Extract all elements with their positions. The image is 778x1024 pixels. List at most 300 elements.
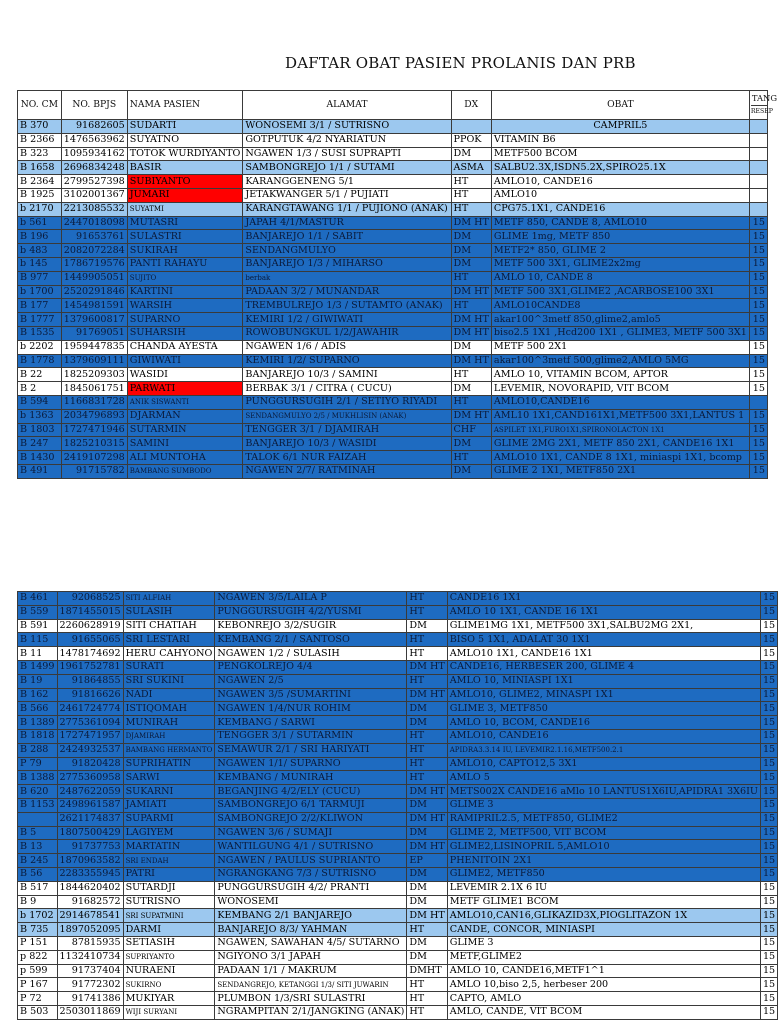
cell-no-bpjs: 1449905051 (61, 271, 127, 285)
cell-nama: SUDARTI (127, 120, 243, 134)
cell-obat: CAPTO, AMLO (447, 992, 760, 1006)
table-row (18, 244, 768, 258)
cell-tanggal (749, 175, 767, 189)
cell-nama: SUYATMI (127, 202, 243, 216)
cell-tanggal: 15 (760, 867, 777, 881)
cell-obat: GLIME 3 (447, 936, 760, 950)
cell-no-bpjs: 2419107298 (61, 451, 127, 465)
cell-obat: GLIME 3 (447, 798, 760, 812)
cell-no-cm: B 196 (18, 230, 62, 244)
cell-alamat: TENGGER 3/1 / SUTARMIN (215, 729, 407, 743)
cell-dx: HT (407, 729, 447, 743)
table-row (18, 743, 778, 757)
cell-alamat: NGAWEN 2/5 (215, 674, 407, 688)
cell-obat: AMLO10 (491, 188, 749, 202)
cell-obat: akar100^3metf 850,glime2,amlo5 (491, 313, 749, 327)
cell-alamat: TENGGER 3/1 / DJAMIRAH (243, 423, 451, 437)
table-2-body (18, 592, 778, 1020)
cell-dx: DM (451, 257, 491, 271)
cell-alamat: NGAWEN 3/6 / SUMAJI (215, 826, 407, 840)
cell-no-bpjs: 2621174837 (57, 812, 123, 826)
cell-nama: SUPRIHATIN (123, 757, 215, 771)
table-row (18, 423, 768, 437)
cell-alamat: KEMBANG 2/1 / SANTOSO (215, 633, 407, 647)
cell-tanggal: 15 (749, 409, 767, 423)
table-row (18, 798, 778, 812)
cell-tanggal: 15 (760, 743, 777, 757)
cell-no-cm: p 822 (18, 950, 58, 964)
table-row (18, 257, 768, 271)
cell-tanggal (749, 202, 767, 216)
cell-tanggal: 15 (749, 244, 767, 258)
patient-table-1 (17, 90, 778, 479)
header-nama: NAMA PASIEN (127, 91, 243, 120)
cell-obat: AMLO 10 1X1, CANDE 16 1X1 (447, 605, 760, 619)
cell-no-bpjs: 91653761 (61, 230, 127, 244)
cell-no-bpjs: 2260628919 (57, 619, 123, 633)
cell-tanggal: 15 (760, 854, 777, 868)
cell-tanggal (749, 147, 767, 161)
table-row (18, 409, 768, 423)
cell-dx: DM (407, 950, 447, 964)
cell-no-cm: B 559 (18, 605, 58, 619)
header-tanggal-label: TANG (751, 93, 778, 103)
cell-obat: CAMPRIL5 (491, 120, 749, 134)
cell-no-bpjs: 91772302 (57, 978, 123, 992)
cell-obat: METF 850, CANDE 8, AMLO10 (491, 216, 749, 230)
cell-tanggal (749, 120, 767, 134)
cell-no-cm: B 1388 (18, 771, 58, 785)
header-no-cm: NO. CM (18, 91, 62, 120)
cell-no-bpjs: 2487622059 (57, 785, 123, 799)
cell-dx: DM HT (407, 909, 447, 923)
cell-nama: HERU CAHYONO (123, 647, 215, 661)
cell-dx: DM (451, 230, 491, 244)
cell-no-bpjs: 2283355945 (57, 867, 123, 881)
cell-obat: CPG75.1X1, CANDE16 (491, 202, 749, 216)
cell-no-bpjs: 2799527398 (61, 175, 127, 189)
cell-dx: DM (451, 382, 491, 396)
cell-nama: SUPARNO (127, 313, 243, 327)
cell-alamat: berbak (243, 271, 451, 285)
cell-no-bpjs: 1961752781 (57, 660, 123, 674)
cell-nama: BASIR (127, 161, 243, 175)
cell-dx: DM (451, 340, 491, 354)
cell-tanggal: 15 (760, 688, 777, 702)
cell-dx: DM (407, 895, 447, 909)
cell-alamat: KEMBANG / MUNIRAH (215, 771, 407, 785)
table-row (18, 895, 778, 909)
cell-nama: ISTIQOMAH (123, 702, 215, 716)
table-row (18, 647, 778, 661)
cell-alamat: BEGANJING 4/2/ELY (CUCU) (215, 785, 407, 799)
cell-obat: CANDE16, HERBESER 200, GLIME 4 (447, 660, 760, 674)
table-row (18, 605, 778, 619)
cell-obat: GLIME2,LISINOPRIL 5,AMLO10 (447, 840, 760, 854)
cell-alamat: BANJAREJO 8/3/ YAHMAN (215, 923, 407, 937)
table-row (18, 716, 778, 730)
cell-no-cm: B 1818 (18, 729, 58, 743)
cell-obat: GLIME 2, METF500, VIT BCOM (447, 826, 760, 840)
cell-nama: DARMI (123, 923, 215, 937)
cell-dx: HT (407, 674, 447, 688)
cell-dx: HT (451, 368, 491, 382)
cell-dx: ASMA (451, 161, 491, 175)
cell-tanggal: 15 (760, 647, 777, 661)
cell-nama: JUMARI (127, 188, 243, 202)
cell-no-cm: B 1430 (18, 451, 62, 465)
cell-alamat: SAMBONGREJO 2/2/KLIWON (215, 812, 407, 826)
cell-nama: SUHARSIH (127, 326, 243, 340)
cell-nama: NADI (123, 688, 215, 702)
table-row (18, 702, 778, 716)
cell-tanggal: 15 (749, 451, 767, 465)
cell-no-cm: B 1389 (18, 716, 58, 730)
cell-alamat: BANJAREJO 10/3 / SAMINI (243, 368, 451, 382)
cell-nama: JAMIATI (123, 798, 215, 812)
table-row (18, 464, 768, 478)
table-header-row (18, 91, 768, 120)
cell-alamat: NGAWEN / PAULUS SUPRIANTO (215, 854, 407, 868)
cell-nama: ALI MUNTOHA (127, 451, 243, 465)
cell-no-bpjs: 2424932537 (57, 743, 123, 757)
table-row (18, 202, 768, 216)
cell-obat: VITAMIN B6 (491, 133, 749, 147)
table-row (18, 1005, 778, 1019)
cell-tanggal: 15 (760, 826, 777, 840)
cell-no-cm: B 22 (18, 368, 62, 382)
cell-no-cm: B 620 (18, 785, 58, 799)
cell-nama: WARSIH (127, 299, 243, 313)
cell-obat: AMLO 10, BCOM, CANDE16 (447, 716, 760, 730)
cell-alamat: NGRAMPITAN 2/1/JANGKING (ANAK) (215, 1005, 407, 1019)
cell-tanggal: 15 (760, 798, 777, 812)
cell-dx: DM (407, 936, 447, 950)
cell-obat: APIDRA3.3.14 IU, LEVEMIR2.1.16,METF500.2.1 (447, 743, 760, 757)
cell-dx: DM HT (451, 216, 491, 230)
cell-no-cm: B 247 (18, 437, 62, 451)
cell-nama: SUTRISNO (123, 895, 215, 909)
cell-obat: RAMIPRIL2.5, METF850, GLIME2 (447, 812, 760, 826)
table-row (18, 881, 778, 895)
cell-no-cm: B 2 (18, 382, 62, 396)
cell-dx: DM HT (407, 840, 447, 854)
cell-dx: DM (451, 244, 491, 258)
cell-dx: DM HT (451, 326, 491, 340)
cell-tanggal: 15 (760, 840, 777, 854)
cell-alamat: NGAWEN 1/3 / SUSI SUPRAPTI (243, 147, 451, 161)
cell-alamat: GOTPUTUK 4/2 NYARIATUN (243, 133, 451, 147)
cell-no-bpjs: 91737753 (57, 840, 123, 854)
cell-no-bpjs: 1825209303 (61, 368, 127, 382)
cell-no-cm: B 594 (18, 395, 62, 409)
cell-alamat: KEMIRI 1/2/ SUPARNO (243, 354, 451, 368)
cell-obat: METF 500 2X1 (491, 340, 749, 354)
cell-obat: AMLO, CANDE, VIT BCOM (447, 1005, 760, 1019)
table-row (18, 592, 778, 606)
cell-nama: BAMBANG SUMBODO (127, 464, 243, 478)
cell-no-bpjs: 92068525 (57, 592, 123, 606)
cell-dx: HT (407, 771, 447, 785)
table-row (18, 812, 778, 826)
cell-dx: HT (451, 175, 491, 189)
cell-tanggal: 15 (749, 437, 767, 451)
cell-no-bpjs: 91769051 (61, 326, 127, 340)
table-row (18, 299, 768, 313)
cell-nama: SUKIRAH (127, 244, 243, 258)
cell-nama: SETIASIH (123, 936, 215, 950)
cell-no-cm: B 19 (18, 674, 58, 688)
cell-no-cm: b 1363 (18, 409, 62, 423)
table-row (18, 313, 768, 327)
cell-alamat: PUNGGURSUGIH 4/2/YUSMI (215, 605, 407, 619)
cell-alamat: NGAWEN 1/2 / SULASIH (215, 647, 407, 661)
cell-tanggal: 15 (749, 354, 767, 368)
cell-dx: DM HT (407, 785, 447, 799)
cell-dx: HT (407, 743, 447, 757)
cell-alamat: NGAWEN 1/6 / ADIS (243, 340, 451, 354)
cell-dx: HT (407, 633, 447, 647)
cell-alamat: PLUMBON 1/3/SRI SULASTRI (215, 992, 407, 1006)
cell-tanggal: 15 (760, 785, 777, 799)
cell-no-cm: B 1535 (18, 326, 62, 340)
cell-tanggal: 15 (760, 881, 777, 895)
cell-alamat: PUNGGURSUGIH 2/1 / SETIYO RIYADI (243, 395, 451, 409)
cell-no-bpjs: 1379609111 (61, 354, 127, 368)
cell-no-cm: B 11 (18, 647, 58, 661)
cell-tanggal: 15 (749, 299, 767, 313)
cell-alamat: BANJAREJO 10/3 / WASIDI (243, 437, 451, 451)
cell-obat: AMLO 10, CANDE16,METF1^1 (447, 964, 760, 978)
cell-no-bpjs: 2520291846 (61, 285, 127, 299)
cell-tanggal: 15 (749, 271, 767, 285)
cell-alamat: PADAAN 1/1 / MAKRUM (215, 964, 407, 978)
cell-alamat: NGAWEN, SAWAHAN 4/5/ SUTARNO (215, 936, 407, 950)
cell-tanggal: 15 (760, 909, 777, 923)
table-row (18, 923, 778, 937)
table-row (18, 909, 778, 923)
cell-no-bpjs: 2498961587 (57, 798, 123, 812)
cell-alamat: KEMBANG / SARWI (215, 716, 407, 730)
cell-obat: AMLO 10, MINIASPI 1X1 (447, 674, 760, 688)
cell-tanggal: 15 (749, 382, 767, 396)
cell-dx: DM HT (451, 354, 491, 368)
cell-no-cm: B 566 (18, 702, 58, 716)
cell-nama: MUTASRI (127, 216, 243, 230)
cell-no-cm: B 491 (18, 464, 62, 478)
cell-tanggal: 15 (760, 633, 777, 647)
cell-no-bpjs: 1870963582 (57, 854, 123, 868)
cell-obat: PHENITOIN 2X1 (447, 854, 760, 868)
cell-no-cm: B 517 (18, 881, 58, 895)
cell-tanggal: 15 (760, 757, 777, 771)
cell-no-bpjs: 91737404 (57, 964, 123, 978)
cell-no-cm: b 483 (18, 244, 62, 258)
cell-obat: GLIME 2MG 2X1, METF 850 2X1, CANDE16 1X1 (491, 437, 749, 451)
cell-dx: HT (407, 923, 447, 937)
table-row (18, 619, 778, 633)
cell-alamat: KEMBANG 2/1 BANJAREJO (215, 909, 407, 923)
cell-no-bpjs: 1871455015 (57, 605, 123, 619)
cell-nama: SUKARNI (123, 785, 215, 799)
cell-obat: GLIME 3, METF850 (447, 702, 760, 716)
cell-nama: KARTINI (127, 285, 243, 299)
cell-dx: DM (407, 826, 447, 840)
cell-nama: PATRI (123, 867, 215, 881)
cell-alamat: SENDANGMULYO (243, 244, 451, 258)
cell-tanggal: 15 (749, 313, 767, 327)
cell-no-bpjs: 1095934162 (61, 147, 127, 161)
cell-no-cm: b 2202 (18, 340, 62, 354)
cell-alamat: NGAWEN 1/1/ SUPARNO (215, 757, 407, 771)
cell-alamat: NGAWEN 3/5 /SUMARTINI (215, 688, 407, 702)
cell-no-bpjs: 2696834248 (61, 161, 127, 175)
cell-obat: GLIME1MG 1X1, METF500 3X1,SALBU2MG 2X1, (447, 619, 760, 633)
cell-no-cm: b 1700 (18, 285, 62, 299)
cell-tanggal: 15 (760, 674, 777, 688)
cell-no-cm: B 1153 (18, 798, 58, 812)
table-row (18, 840, 778, 854)
cell-alamat: SENDANGMULYO 2/5 / MUKHLISIN (ANAK) (243, 409, 451, 423)
cell-dx: HT (407, 1005, 447, 1019)
cell-obat: ASPILET 1X1,FURO1X1,SPIRONOLACTON 1X1 (491, 423, 749, 437)
cell-obat: LEVEMIR, NOVORAPID, VIT BCOM (491, 382, 749, 396)
cell-no-cm: B 177 (18, 299, 62, 313)
cell-obat: akar100^3metf 500,glime2,AMLO 5MG (491, 354, 749, 368)
cell-dx: DM HT (407, 812, 447, 826)
cell-tanggal: 15 (760, 1005, 777, 1019)
cell-dx: DM (407, 867, 447, 881)
cell-tanggal: 15 (760, 771, 777, 785)
cell-no-cm: B 503 (18, 1005, 58, 1019)
cell-dx: HT (407, 605, 447, 619)
cell-tanggal: 15 (749, 423, 767, 437)
cell-nama: SRI ENDAH (123, 854, 215, 868)
cell-dx: PPOK (451, 133, 491, 147)
cell-no-cm: b 1702 (18, 909, 58, 923)
cell-no-bpjs: 2082072284 (61, 244, 127, 258)
cell-tanggal: 15 (760, 978, 777, 992)
cell-no-bpjs: 1897052095 (57, 923, 123, 937)
cell-obat: AMLO10, GLIME2, MINASPI 1X1 (447, 688, 760, 702)
cell-alamat: JETAKWANGER 5/1 / PUJIATI (243, 188, 451, 202)
cell-obat: METF500 BCOM (491, 147, 749, 161)
cell-tanggal: 15 (760, 950, 777, 964)
cell-alamat: NGRANGKANG 7/3 / SUTRISNO (215, 867, 407, 881)
table-row (18, 688, 778, 702)
cell-alamat: TALOK 6/1 NUR FAIZAH (243, 451, 451, 465)
cell-tanggal: 15 (760, 812, 777, 826)
cell-alamat: TREMBULREJO 1/3 / SUTAMTO (ANAK) (243, 299, 451, 313)
cell-nama: SRI SUKINI (123, 674, 215, 688)
cell-alamat: KEMIRI 1/2 / GIWIWATI (243, 313, 451, 327)
cell-nama: BAMBANG HERMANTO (123, 743, 215, 757)
cell-tanggal: 15 (749, 464, 767, 478)
cell-no-bpjs: 1807500429 (57, 826, 123, 840)
cell-no-bpjs: 1132410734 (57, 950, 123, 964)
cell-no-cm: B 13 (18, 840, 58, 854)
cell-tanggal: 15 (760, 592, 777, 606)
cell-alamat: NGAWEN 2/7/ RATMINAH (243, 464, 451, 478)
header-dx: DX (451, 91, 491, 120)
cell-nama: SRI LESTARI (123, 633, 215, 647)
cell-dx: CHF (451, 423, 491, 437)
table-row (18, 633, 778, 647)
cell-no-cm: B 1803 (18, 423, 62, 437)
cell-nama: DJARMAN (127, 409, 243, 423)
cell-no-bpjs: 1845061751 (61, 382, 127, 396)
cell-nama: MUKIYAR (123, 992, 215, 1006)
cell-no-cm: B 245 (18, 854, 58, 868)
cell-no-cm: B 1925 (18, 188, 62, 202)
cell-no-bpjs: 87815935 (57, 936, 123, 950)
table-row (18, 395, 768, 409)
cell-no-bpjs: 1959447835 (61, 340, 127, 354)
table-row (18, 729, 778, 743)
cell-dx: HT (451, 188, 491, 202)
cell-no-bpjs: 1454981591 (61, 299, 127, 313)
cell-no-bpjs: 1786719576 (61, 257, 127, 271)
cell-alamat: NGAWEN 3/5/LAILA P (215, 592, 407, 606)
cell-tanggal: 15 (749, 216, 767, 230)
cell-no-cm: B 1778 (18, 354, 62, 368)
cell-no-bpjs: 91655065 (57, 633, 123, 647)
cell-no-cm: P 167 (18, 978, 58, 992)
cell-obat: biso2.5 1X1 ,Hcd200 1X1 , GLIME3, METF 500 3X1 (491, 326, 749, 340)
cell-dx: HT (451, 451, 491, 465)
cell-no-bpjs: 91715782 (61, 464, 127, 478)
cell-dx: DM (451, 437, 491, 451)
cell-tanggal: 15 (760, 605, 777, 619)
cell-tanggal: 15 (749, 340, 767, 354)
cell-alamat: SAMBONGREJO 6/1 TARMUJI (215, 798, 407, 812)
cell-dx: EP (407, 854, 447, 868)
table-row (18, 867, 778, 881)
table-row (18, 271, 768, 285)
cell-obat: AMLO10 1X1, CANDE 8 1X1, miniaspi 1X1, bcomp (491, 451, 749, 465)
table-row (18, 757, 778, 771)
cell-no-cm: B 370 (18, 120, 62, 134)
cell-alamat: NGIYONO 3/1 JAPAH (215, 950, 407, 964)
table-row (18, 188, 768, 202)
table-row (18, 147, 768, 161)
cell-nama: SAMINI (127, 437, 243, 451)
cell-no-cm: b 145 (18, 257, 62, 271)
cell-nama: SURATI (123, 660, 215, 674)
cell-obat: BISO 5 1X1, ADALAT 30 1X1 (447, 633, 760, 647)
cell-obat: AMLO 10, VITAMIN BCOM, APTOR (491, 368, 749, 382)
cell-no-bpjs: 91820428 (57, 757, 123, 771)
cell-no-cm: B 2364 (18, 175, 62, 189)
header-tanggal (749, 91, 778, 120)
table-row (18, 161, 768, 175)
cell-obat: AMLO10,CAN16,GLIKAZID3X,PIOGLITAZON 1X (447, 909, 760, 923)
cell-tanggal: 15 (760, 729, 777, 743)
cell-no-cm: B 591 (18, 619, 58, 633)
cell-alamat: WONOSEMI (215, 895, 407, 909)
cell-dx: DM HT (451, 313, 491, 327)
cell-dx: DM HT (407, 688, 447, 702)
header-obat: OBAT (491, 91, 749, 120)
cell-no-cm: B 735 (18, 923, 58, 937)
cell-obat: AMLO10, CANDE16 (491, 175, 749, 189)
cell-obat: METF,GLIME2 (447, 950, 760, 964)
cell-tanggal: 15 (749, 230, 767, 244)
cell-no-cm: B 56 (18, 867, 58, 881)
cell-tanggal: 15 (760, 923, 777, 937)
cell-nama: NURAENI (123, 964, 215, 978)
cell-nama: SRI SUPATMINI (123, 909, 215, 923)
